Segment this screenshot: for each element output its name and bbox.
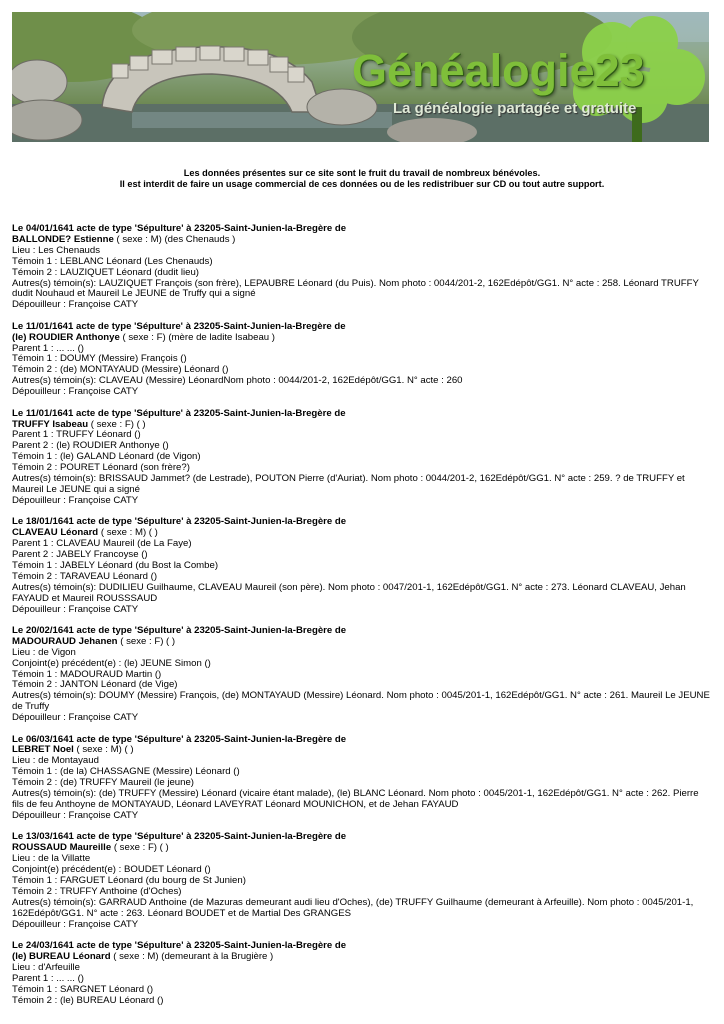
record-line: Témoin 2 : TARAVEAU Léonard () (12, 570, 158, 582)
record-line: Témoin 2 : TRUFFY Anthoine (d'Oches) (12, 885, 182, 897)
usage-notice (12, 168, 712, 190)
person-name: (le) ROUDIER Anthonye (12, 331, 120, 343)
record (12, 224, 712, 311)
record-line: Témoin 2 : LAUZIQUET Léonard (dudit lieu) (12, 266, 199, 278)
record-heading: Le 11/01/1641 acte de type 'Sépulture' à 23205-Saint-Junien-la-Bregère de (12, 407, 346, 419)
record-heading: Le 18/01/1641 acte de type 'Sépulture' à 23205-Saint-Junien-la-Bregère de (12, 516, 347, 528)
person-details: ( sexe : M) ( ) (98, 527, 158, 539)
record-heading: Le 11/01/1641 acte de type 'Sépulture' à 23205-Saint-Junien-la-Bregère de (12, 320, 346, 332)
person-details: ( sexe : F) ( ) (117, 635, 176, 647)
record-line: Autres(s) témoin(s): CLAVEAU (Messire) LéonardNom photo : 0044/201-2, 162Edépôt/GG1. N° acte : 260 (12, 375, 463, 387)
record-line: Parent 1 : TRUFFY Léonard () (12, 429, 141, 441)
person-name: TRUFFY Isabeau (12, 418, 89, 430)
person-details: ( sexe : F) ( ) (111, 842, 169, 854)
record-person (12, 745, 712, 756)
record-line: Dépouilleur : Françoise CATY (12, 386, 139, 398)
site-logo-subtitle: La généalogie partagée et gratuite (393, 100, 637, 117)
person-details: ( sexe : M) (des Chenauds ) (113, 233, 236, 245)
record-line: Autres(s) témoin(s): DUDILIEU Guilhaume, CLAVEAU Maureil (son père). Nom photo : 0047/201-1, 162Edépôt/GG1. N° acte : 273. Léonard CLAVEAU, Jehan FAYAUD et Maureil ROUSSSAUD (12, 581, 686, 604)
record-line: Parent 2 : JABELY Francoyse () (12, 548, 148, 560)
record-line: Dépouilleur : Françoise CATY (12, 918, 139, 930)
record-line: Dépouilleur : Françoise CATY (12, 603, 139, 615)
record-line: Lieu : de Vigon (12, 646, 76, 658)
record-line: Témoin 1 : LEBLANC Léonard (Les Chenauds) (12, 255, 213, 267)
person-name: ROUSSAUD Maureille (12, 842, 112, 854)
record-line: Lieu : d'Arfeuille (12, 961, 80, 973)
record-line: Autres(s) témoin(s): LAUZIQUET François (son frère), LEPAUBRE Léonard (du Puis). Nom photo : 0044/201-2, 162Edépôt/GG1. N° acte : 258. Léonard TRUFFY dudit Nouhaud et Maureil Le JEUNE de Truffy qui a signé (12, 277, 699, 300)
record-line: Témoin 2 : POURET Léonard (son frère?) (12, 462, 190, 474)
person-details: ( sexe : F) ( ) (88, 418, 146, 430)
record-line: Témoin 1 : SARGNET Léonard () (12, 983, 154, 995)
site-logo-title: Généalogie23 (352, 45, 645, 96)
record-line: Témoin 1 : MADOURAUD Martin () (12, 668, 162, 680)
record-line: Témoin 2 : (le) BUREAU Léonard () (12, 994, 164, 1006)
record (12, 832, 712, 930)
burial-records-list (12, 224, 712, 1017)
record-line: Conjoint(e) précédent(e) : BOUDET Léonard () (12, 864, 211, 876)
record-line: Témoin 1 : (le) GALAND Léonard (de Vigon) (12, 451, 201, 463)
record-heading: Le 13/03/1641 acte de type 'Sépulture' à 23205-Saint-Junien-la-Bregère de (12, 831, 347, 843)
record-line: Témoin 1 : JABELY Léonard (du Bost la Combe) (12, 559, 219, 571)
record-person (12, 637, 712, 648)
record-line: Autres(s) témoin(s): (de) TRUFFY (Messire) Léonard (vicaire étant malade), (le) BLANC Léonard. Nom photo : 0045/201-1, 162Edépôt/GG1. N° acte : 262. Pierre fils de feu Anthoyne de MONTAYAUD, Léonard LAVEYRAT Léonard MOUNICHON, et de Jehan FAYAUD (12, 788, 699, 810)
person-details: ( sexe : F) (mère de ladite Isabeau ) (119, 331, 276, 343)
record (12, 322, 712, 398)
record-line: Parent 1 : ... ... () (12, 972, 84, 984)
record-line: Parent 1 : CLAVEAU Maureil (de La Faye) (12, 538, 192, 550)
record-line: Parent 1 : ... ... () (12, 342, 84, 354)
record-line: Lieu : de la Villatte (12, 853, 91, 865)
person-details: ( sexe : M) (demeurant à la Brugière ) (110, 950, 274, 962)
record-heading: Le 04/01/1641 acte de type 'Sépulture' à 23205-Saint-Junien-la-Bregère de (12, 223, 347, 234)
record-line: Parent 2 : (le) ROUDIER Anthonye () (12, 440, 169, 452)
record-line: Dépouilleur : Françoise CATY (12, 299, 139, 311)
person-name: LEBRET Noel (12, 744, 74, 756)
record-line: Témoin 1 : FARGUET Léonard (du bourg de St Junien) (12, 874, 246, 886)
record (12, 941, 712, 1006)
record-line: Lieu : Les Chenauds (12, 244, 101, 256)
record-person (12, 235, 712, 246)
record-line: Témoin 2 : JANTON Léonard (de Vige) (12, 679, 178, 691)
record-line: Dépouilleur : Françoise CATY (12, 712, 139, 724)
notice-line-1: Les données présentes sur ce site sont le fruit du travail de nombreux bénévoles. (183, 168, 541, 178)
record-line: Conjoint(e) précédent(e) : (le) JEUNE Simon () (12, 657, 211, 669)
record-heading: Le 24/03/1641 acte de type 'Sépulture' à 23205-Saint-Junien-la-Bregère de (12, 939, 347, 951)
record-line: Témoin 2 : (de) MONTAYAUD (Messire) Léonard () (12, 364, 229, 376)
person-name: BALLONDE? Estienne (12, 233, 114, 245)
record-line: Dépouilleur : Françoise CATY (12, 494, 139, 506)
record-heading: Le 06/03/1641 acte de type 'Sépulture' à 23205-Saint-Junien-la-Bregère de (12, 733, 347, 745)
record-line: Autres(s) témoin(s): DOUMY (Messire) François, (de) MONTAYAUD (Messire) Léonard. Nom photo : 0045/201-1, 162Edépôt/GG1. N° acte : 261. Maureil Le JEUNE de Truffy (12, 690, 710, 713)
record-line: Lieu : de Montayaud (12, 755, 99, 767)
record (12, 626, 712, 724)
record-line: Témoin 1 : DOUMY (Messire) François () (12, 353, 187, 365)
record-person (12, 843, 712, 854)
record-line: Autres(s) témoin(s): GARRAUD Anthoine (de Mazuras demeurant audi lieu d'Oches), (de) TRUFFY Guilhaume (demeurant à Arfeuille). Nom photo : 0045/201-1, 162Edépôt/GG1. N° acte : 263. Léonard BOUDET et de Martial Des GRANGES (12, 896, 694, 919)
record (12, 409, 712, 507)
record-person (12, 333, 712, 344)
header-banner (12, 12, 709, 142)
record (12, 517, 712, 615)
record-person (12, 952, 712, 963)
person-name: (le) BUREAU Léonard (12, 950, 111, 962)
record-line: Autres(s) témoin(s): BRISSAUD Jammet? (de Lestrade), POUTON Pierre (d'Auriat). Nom photo : 0044/201-2, 162Edépôt/GG1. N° acte : 259. ? de TRUFFY et Maureil Le JEUNE qui a signé (12, 473, 685, 495)
record (12, 735, 712, 822)
record-line: Témoin 2 : (de) TRUFFY Maureil (le jeune) (12, 777, 194, 789)
record-line: Témoin 1 : (de la) CHASSAGNE (Messire) Léonard () (12, 766, 240, 778)
record-line: Dépouilleur : Françoise CATY (12, 809, 139, 821)
record-heading: Le 20/02/1641 acte de type 'Sépulture' à 23205-Saint-Junien-la-Bregère de (12, 624, 347, 636)
person-name: MADOURAUD Jehanen (12, 635, 118, 647)
notice-line-2: Il est interdit de faire un usage commercial de ces données ou de les redistribuer sur CD ou tout autre support. (119, 179, 605, 189)
person-name: CLAVEAU Léonard (12, 527, 99, 539)
person-details: ( sexe : M) ( ) (73, 744, 134, 756)
